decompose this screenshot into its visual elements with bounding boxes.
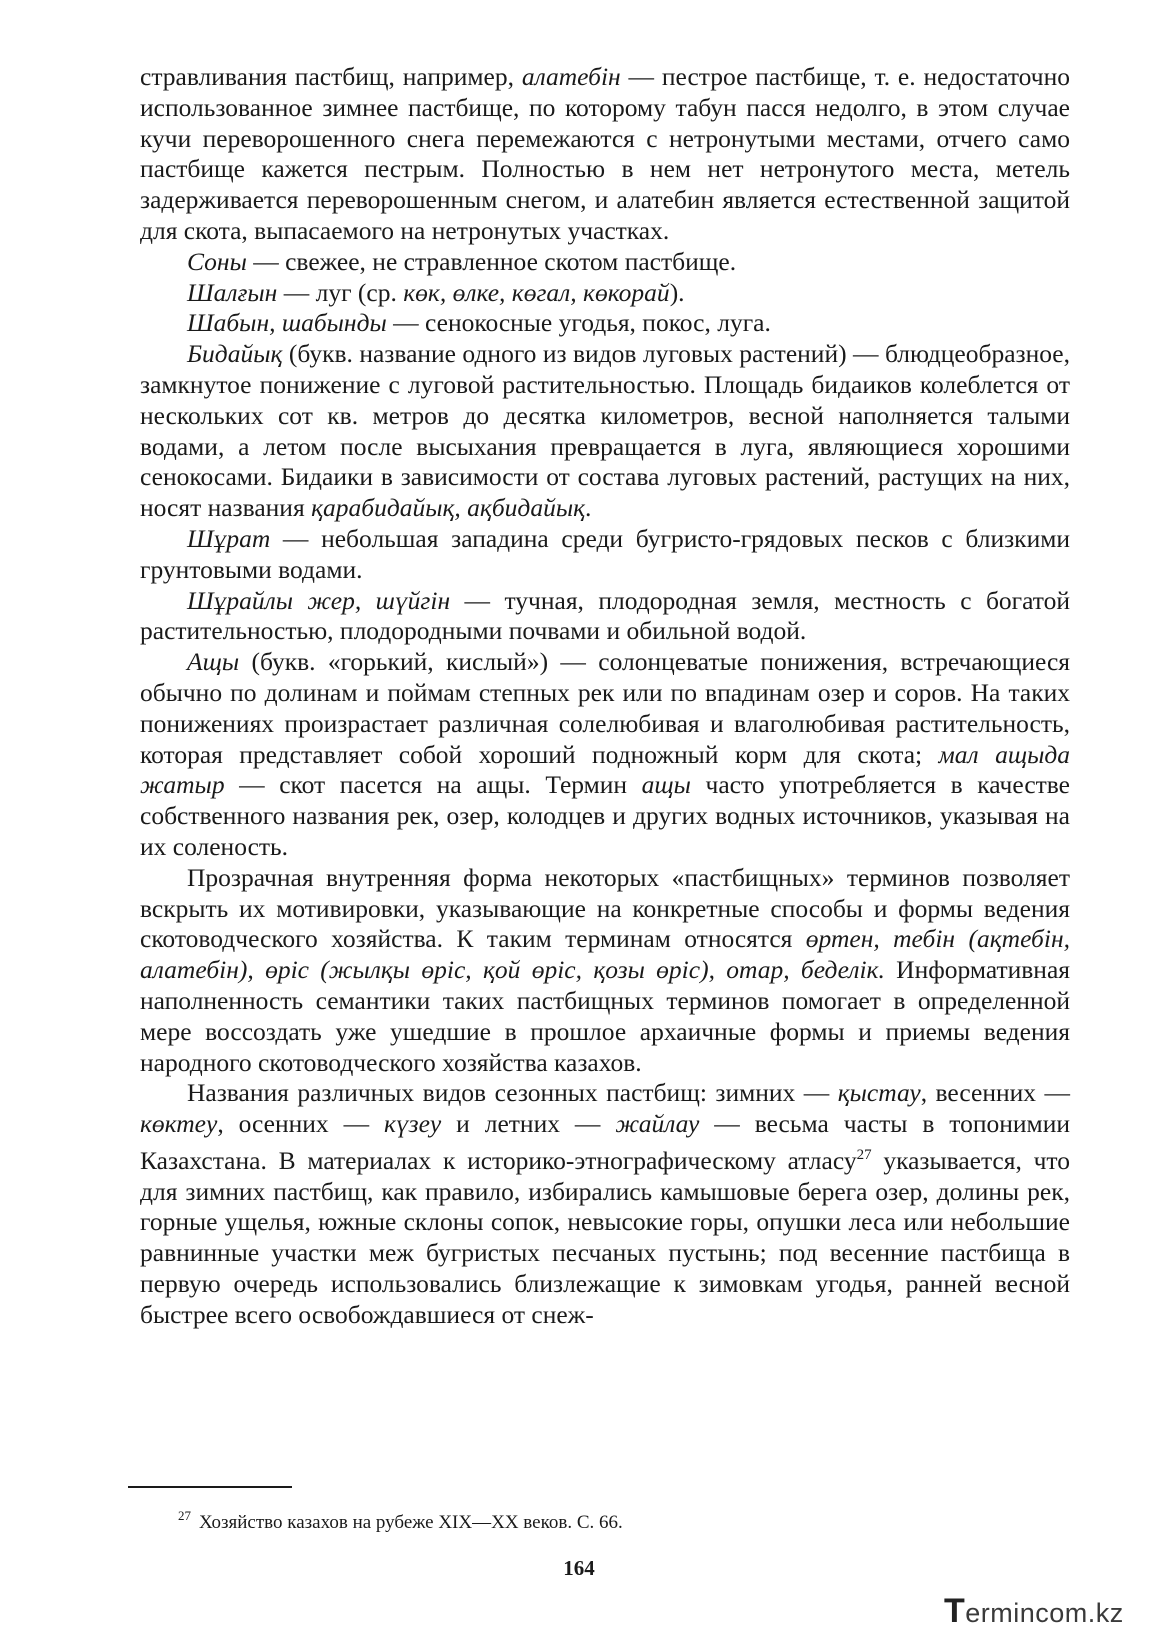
watermark-text: ermincom.kz bbox=[965, 1598, 1124, 1628]
footnote bbox=[178, 1504, 1058, 1535]
page-number: 164 bbox=[563, 1556, 595, 1580]
page-body bbox=[140, 62, 1070, 1331]
watermark-letter: T bbox=[944, 1592, 966, 1630]
footnote-divider bbox=[128, 1486, 292, 1488]
paragraph: Шалғын — луг (ср. көк, өлке, көгал, көкорай). bbox=[187, 277, 685, 307]
footnote-number: 27 bbox=[178, 1508, 191, 1523]
paragraph: Шұрат — небольшая западина среди бугристо-грядовых песков с близкими грунтовыми водами. bbox=[140, 523, 1070, 584]
paragraph: Названия различных видов сезонных пастбищ: зимних — қыстау, весенних — көктеу, осенних — күзеу и летних — жайлау — весьма часты в топонимии Казахстана. В материалах к историко-этнографическому атласу$^{27}$ указывается, что для зимних пастбищ, как правило, избирались камышовые берега озер, долины рек, горные ущелья, южные склоны сопок, невысокие горы, опушки леса или небольшие равнинные участки меж бугристых песчаных пустынь; под весенние пастбища в первую очередь использовались близлежащие к зимовкам угодья, ранней весной быстрее всего освобождавшиеся от снеж- bbox=[140, 1078, 1070, 1329]
paragraph: Шұрайлы жер, шүйгін — тучная, плодородная земля, местность с богатой растительностью, плодородными почвами и обильной водой. bbox=[140, 585, 1071, 646]
site-watermark bbox=[944, 1592, 1124, 1631]
paragraph: Соны — свежее, не стравленное скотом пастбище. bbox=[187, 246, 737, 276]
footnote-text: Хозяйство казахов на рубеже XIX—XX веков. С. 66. bbox=[199, 1512, 623, 1533]
paragraph: Прозрачная внутренняя форма некоторых «пастбищных» терминов позволяет вскрыть их мотивировки, указывающие на конкретные способы и формы ведения скотоводческого хозяйства. К таким терминам относятся өртен, тебін (ақтебін, алатебін), өріс (жылқы өріс, қой өріс, қозы өріс), отар, беделік. Информативная наполненность семантики таких пастбищных терминов помогает в определенной мере воссоздать уже ушедшие в прошлое архаичные формы и приемы ведения народного скотоводческого хозяйства казахов. bbox=[140, 862, 1070, 1077]
paragraph: стравливания пастбищ, например, алатебін — пестрое пастбище, т. е. недостаточно использованное зимнее пастбище, по которому табун пасся недолго, в этом случае кучи переворошенного снега перемежаются с нетронутыми местами, отчего само пастбище кажется пестрым. Полностью в нем нет нетронутого места, метель задерживается переворошенным снегом, и алатебин является естественной защитой для скота, выпасаемого на нетронутых участках. bbox=[140, 62, 1070, 245]
paragraph: Ащы (букв. «горький, кислый») — солонцеватые понижения, встречающиеся обычно по долинам и поймам степных рек или по впадинам озер и соров. На таких понижениях произрастает различная солелюбивая и влаголюбивая растительность, которая представляет собой хороший подножный корм для скота; мал ащыда жатыр — скот пасется на ащы. Термин ащы часто употребляется в качестве собственного названия рек, озер, колодцев и других водных источников, указывая на их соленость. bbox=[140, 647, 1070, 861]
body-text bbox=[140, 62, 1070, 1331]
paragraph: Шабын, шабынды — сенокосные угодья, покос, луга. bbox=[187, 308, 771, 338]
paragraph: Бидайық (букв. название одного из видов луговых растений) — блюдцеобразное, замкнутое понижение с луговой растительностью. Площадь бидаиков колеблется от нескольких сот кв. метров до десятка километров, весной наполняется талыми водами, а летом после высыхания превращается в луга, являющиеся хорошими сенокосами. Бидаики в зависимости от состава луговых растений, растущих на них, носят названия қарабидайық, ақбидайық. bbox=[140, 339, 1070, 523]
